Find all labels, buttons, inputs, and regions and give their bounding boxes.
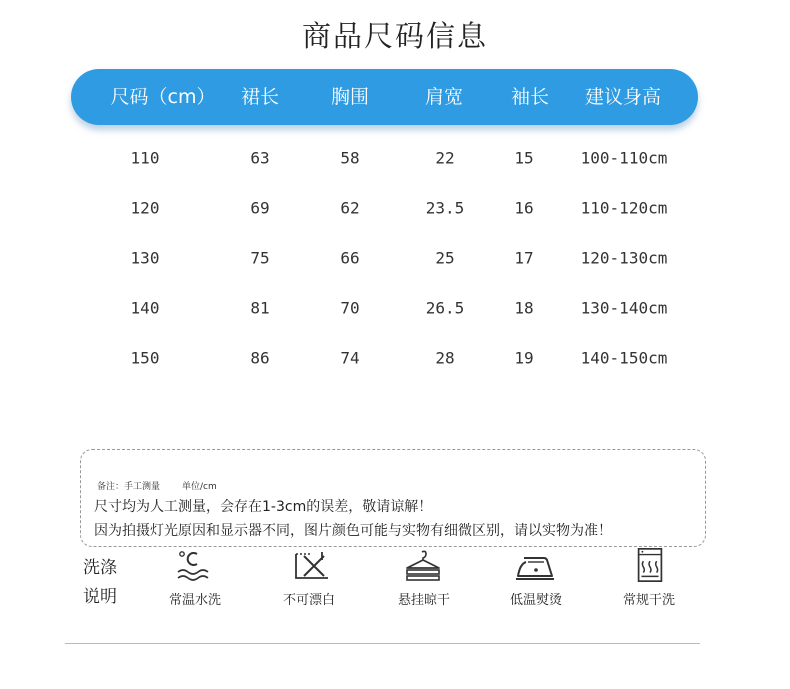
no-bleach-icon <box>290 548 334 586</box>
care-item-label: 常规干洗 <box>622 593 676 608</box>
cell-skirt-length: 81 <box>250 298 270 318</box>
cell-shoulder: 28 <box>435 348 455 368</box>
cell-shoulder: 23.5 <box>425 198 465 218</box>
note-line-1: 尺寸均为人工测量，会存在1-3cm的误差，敬请谅解！ <box>94 499 433 515</box>
hang-dry-icon <box>402 548 446 586</box>
care-label-1: 洗涤 <box>83 558 117 578</box>
cell-height: 100-110cm <box>580 148 668 168</box>
header-sleeve: 袖长 <box>510 86 550 108</box>
cell-shoulder: 22 <box>435 148 455 168</box>
cell-height: 120-130cm <box>580 248 668 268</box>
cell-skirt-length: 63 <box>250 148 270 168</box>
cell-size: 130 <box>130 248 160 268</box>
cell-size: 120 <box>130 198 160 218</box>
low-iron-icon <box>514 548 558 586</box>
cell-skirt-length: 69 <box>250 198 270 218</box>
care-item-label: 悬挂晾干 <box>397 593 451 608</box>
cell-skirt-length: 86 <box>250 348 270 368</box>
cell-height: 140-150cm <box>580 348 668 368</box>
cell-sleeve: 17 <box>514 248 534 268</box>
cell-skirt-length: 75 <box>250 248 270 268</box>
cell-size: 140 <box>130 298 160 318</box>
note-unit: 单位/cm <box>182 482 217 492</box>
cell-sleeve: 18 <box>514 298 534 318</box>
note-line-2: 因为拍摄灯光原因和显示器不同，图片颜色可能与实物有细微区别，请以实物为准！ <box>94 523 612 539</box>
header-height: 建议身高 <box>584 86 662 108</box>
page-title: 商品尺码信息 <box>301 19 488 53</box>
cell-height: 110-120cm <box>580 198 668 218</box>
cell-bust: 70 <box>340 298 360 318</box>
table-header <box>71 69 698 125</box>
cell-bust: 58 <box>340 148 360 168</box>
cell-sleeve: 15 <box>514 148 534 168</box>
cell-bust: 74 <box>340 348 360 368</box>
care-label-2: 说明 <box>83 587 117 607</box>
cell-height: 130-140cm <box>580 298 668 318</box>
cell-sleeve: 19 <box>514 348 534 368</box>
header-size: 尺码（cm） <box>110 86 216 108</box>
header-bust: 胸围 <box>330 86 370 108</box>
header-shoulder: 肩宽 <box>424 86 464 108</box>
care-item-label: 常温水洗 <box>168 593 222 608</box>
cell-shoulder: 26.5 <box>425 298 465 318</box>
cell-sleeve: 16 <box>514 198 534 218</box>
cell-size: 150 <box>130 348 160 368</box>
note-label: 备注：手工测量 <box>97 482 161 492</box>
wash-30-icon <box>173 548 217 586</box>
care-item-label: 低温熨烫 <box>509 593 563 608</box>
note-header <box>97 479 217 492</box>
care-item-label: 不可漂白 <box>282 593 336 608</box>
cell-size: 110 <box>130 148 160 168</box>
cell-bust: 62 <box>340 198 360 218</box>
header-skirt-length: 裙长 <box>240 86 280 108</box>
divider <box>65 643 700 644</box>
cell-bust: 66 <box>340 248 360 268</box>
cell-shoulder: 25 <box>435 248 455 268</box>
dry-clean-icon <box>628 546 672 584</box>
